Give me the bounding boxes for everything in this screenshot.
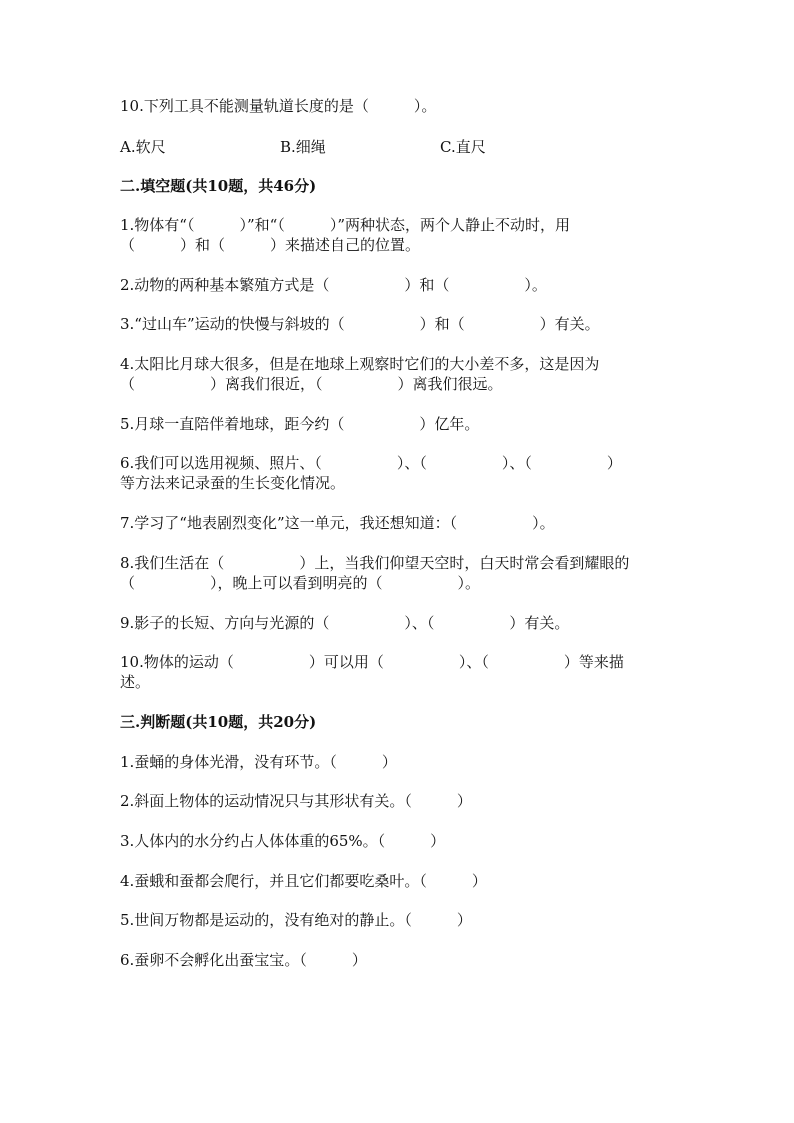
fill-q4-line2: （ ）离我们很近，（ ）离我们很远。 xyxy=(120,375,503,393)
choice-q10-option-c: C.直尺 xyxy=(440,138,486,156)
fill-q2: 2.动物的两种基本繁殖方式是（ ）和（ ）。 xyxy=(120,276,547,294)
fill-q4-line1: 4.太阳比月球大很多，但是在地球上观察时它们的大小差不多，这是因为 xyxy=(120,355,600,373)
judge-q4: 4.蚕蛾和蚕都会爬行，并且它们都要吃桑叶。（ ） xyxy=(120,872,487,890)
choice-q10-option-a: A.软尺 xyxy=(120,138,166,156)
fill-section-heading: 二.填空题(共10题，共46分) xyxy=(120,177,317,195)
fill-q6-line1: 6.我们可以选用视频、照片、（ ）、（ ）、（ ） xyxy=(120,454,622,472)
fill-q8-line2: （ ），晚上可以看到明亮的（ ）。 xyxy=(120,574,481,592)
choice-q10-stem: 10.下列工具不能测量轨道长度的是（ ）。 xyxy=(120,97,437,115)
fill-q8-line1: 8.我们生活在（ ）上，当我们仰望天空时，白天时常会看到耀眼的 xyxy=(120,554,630,572)
choice-q10-option-b: B.细绳 xyxy=(280,138,326,156)
fill-q1-line1: 1.物体有“（ ）”和“（ ）”两种状态，两个人静止不动时，用 xyxy=(120,216,570,234)
judge-q6: 6.蚕卵不会孵化出蚕宝宝。（ ） xyxy=(120,951,367,969)
fill-q3: 3.“过山车”运动的快慢与斜坡的（ ）和（ ）有关。 xyxy=(120,315,600,333)
fill-q10-line2: 述。 xyxy=(120,673,151,691)
judge-q3: 3.人体内的水分约占人体体重的65%。（ ） xyxy=(120,832,446,850)
fill-q7: 7.学习了“地表剧烈变化”这一单元，我还想知道：（ ）。 xyxy=(120,514,555,532)
fill-q1-line2: （ ）和（ ）来描述自己的位置。 xyxy=(120,236,421,254)
judge-q1: 1.蚕蛹的身体光滑，没有环节。（ ） xyxy=(120,753,397,771)
judge-q5: 5.世间万物都是运动的，没有绝对的静止。（ ） xyxy=(120,911,472,929)
fill-q5: 5.月球一直陪伴着地球，距今约（ ）亿年。 xyxy=(120,415,480,433)
fill-q10-line1: 10.物体的运动（ ）可以用（ ）、（ ）等来描 xyxy=(120,653,624,671)
fill-q6-line2: 等方法来记录蚕的生长变化情况。 xyxy=(120,474,346,492)
fill-q9: 9.影子的长短、方向与光源的（ ）、（ ）有关。 xyxy=(120,614,570,632)
judge-q2: 2.斜面上物体的运动情况只与其形状有关。（ ） xyxy=(120,792,472,810)
judge-section-heading: 三.判断题(共10题，共20分) xyxy=(120,713,317,731)
